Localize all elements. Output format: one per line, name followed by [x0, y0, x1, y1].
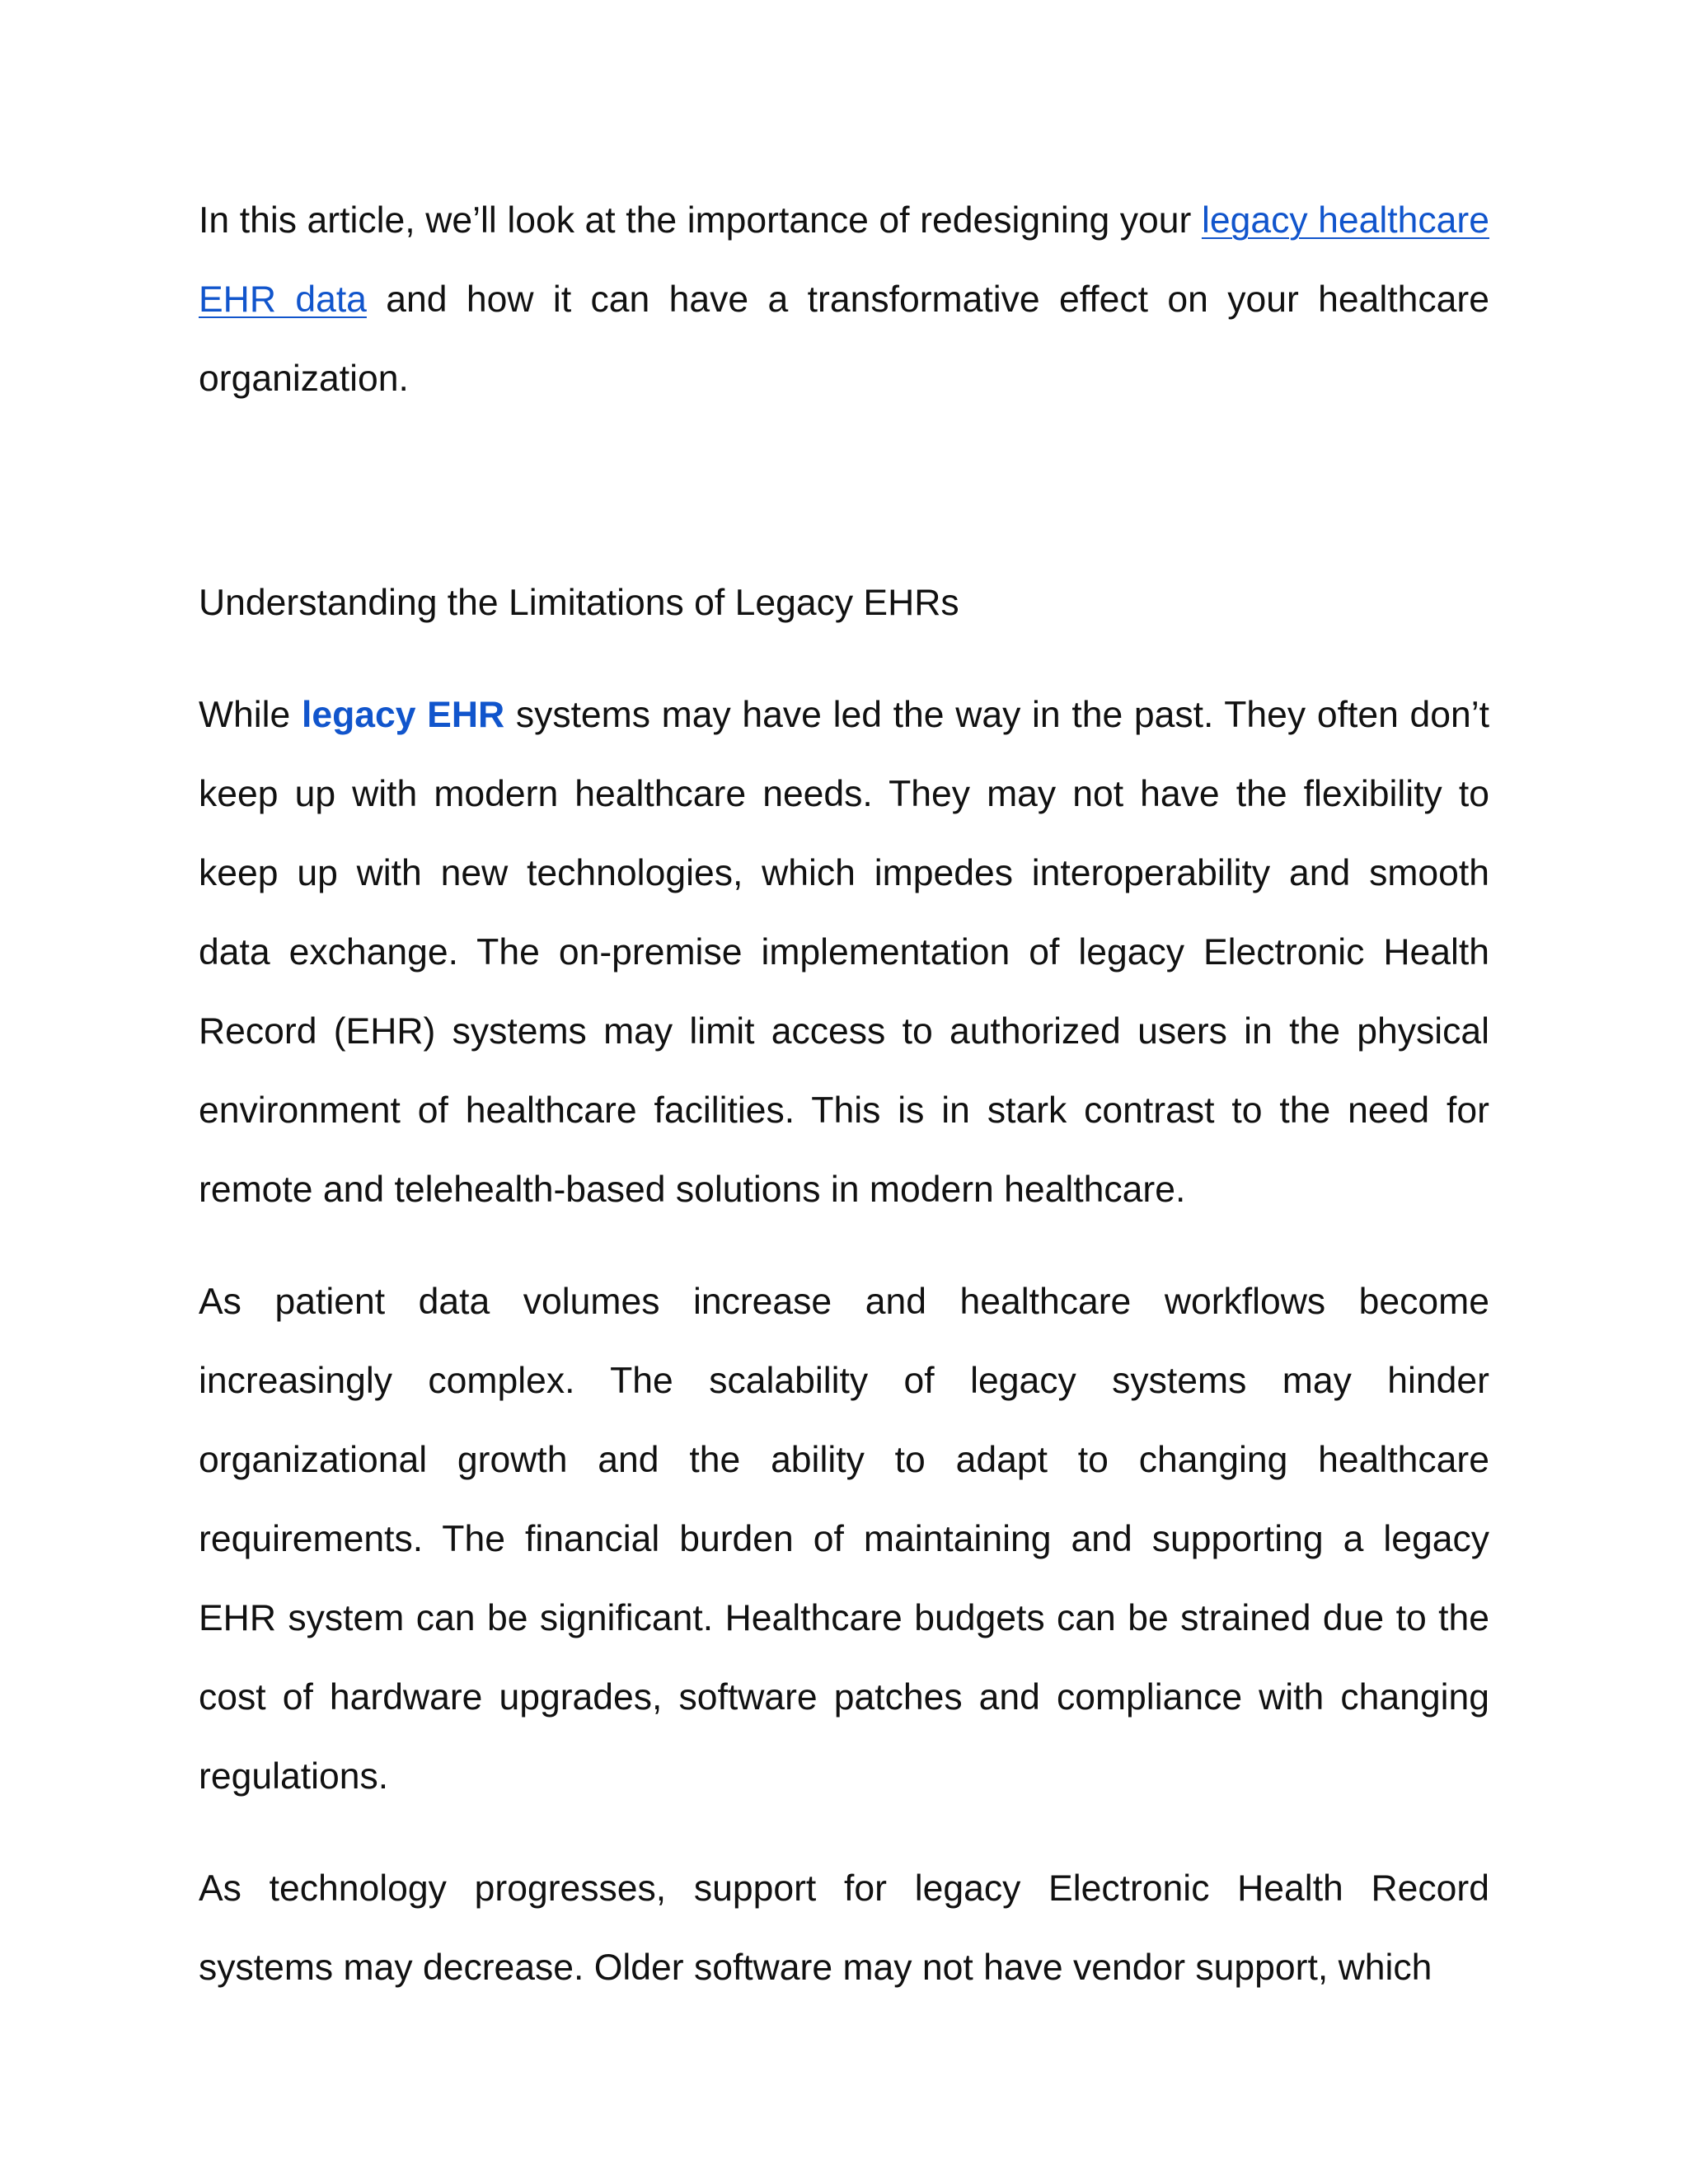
scalability-paragraph: As patient data volumes increase and healthcare workflows become increasingly complex. The scalability of legacy systems may hinder organizational growth and the ability to adapt to changing healthcare requirements. The financial burden of maintaining and supporting a legacy EHR system can be significant. Healthcare budgets can be strained due to the cost of hardware upgrades, software patches and compliance with changing regulations. — [199, 1282, 1489, 1797]
intro-paragraph — [199, 181, 1489, 419]
legacy-ehr-highlight[interactable]: legacy EHR — [301, 695, 505, 735]
intro-text-start: In this article, we’ll look at the importance of redesigning your — [199, 200, 1202, 241]
intro-text-end: and how it can have a transformative effect on your healthcare organization. — [199, 279, 1489, 399]
limitations-paragraph — [199, 676, 1489, 1230]
limitations-text-start: While — [199, 695, 302, 735]
document-page — [199, 181, 1489, 2008]
legacy-ehr-data-link[interactable]: legacy healthcare EHR data — [199, 200, 1489, 320]
section-heading: Understanding the Limitations of Legacy EHRs — [199, 583, 959, 623]
support-paragraph: As technology progresses, support for legacy Electronic Health Record systems may decrease. Older software may not have vendor support, which — [199, 1868, 1489, 1988]
limitations-text-end: systems may have led the way in the past. They often don’t keep up with modern healthcare needs. They may not have the flexibility to keep up with new technologies, which impedes interoperability and smooth data exchange. The on-premise implementation of legacy Electronic Health Record (EHR) systems may limit access to authorized users in the physical environment of healthcare facilities. This is in stark contrast to the need for remote and telehealth-based solutions in modern healthcare. — [199, 695, 1489, 1210]
